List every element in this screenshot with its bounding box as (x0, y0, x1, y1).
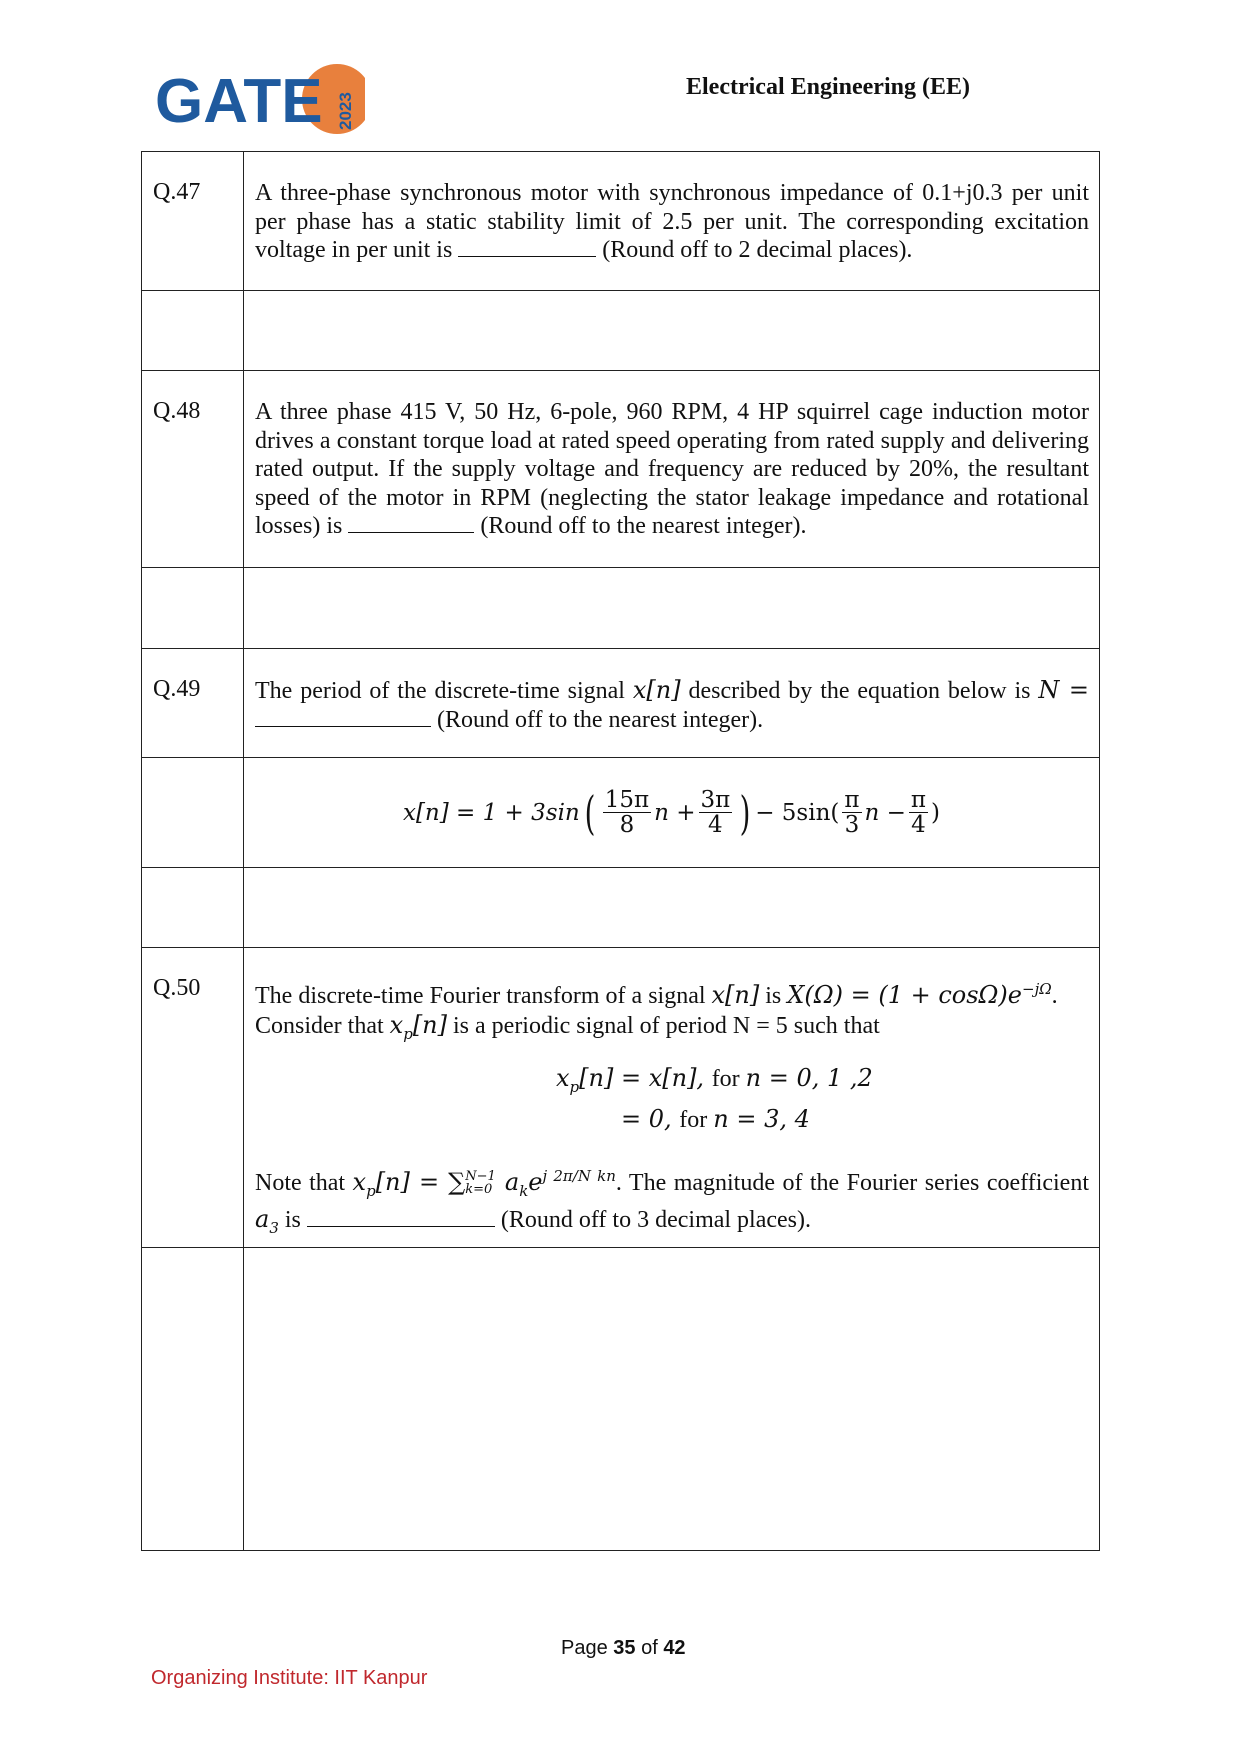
fraction: $\frac{\pi}{3}$ (844, 786, 860, 838)
question-row (142, 371, 1100, 568)
page-number: Page 35 of 42 (561, 1637, 686, 1659)
spacer-row (142, 291, 1100, 371)
organizing-institute: Organizing Institute: IIT Kanpur (151, 1667, 428, 1689)
logo-year: 2023 (336, 92, 355, 130)
question-number: Q.48 (142, 371, 244, 568)
equation-row (142, 758, 1100, 868)
question-text: The discrete-time Fourier transform of a signal x[n] is $X(\Omega) = (1 + \cos\Omega)e^{-j\Omega}$. Consider that $x_p[n]$ is a periodic signal of period N = 5 such that $x_p[n] = x[n]$, for n = 0, 1 ,2 = 0, for n = 3, 4 Note that $x_p[n]$ = ∑ N−1 k=0 $a_ke^{j 2\pi/N kn}$. The magnitude of the Fourier series coefficient $a_3$ is (Round off to 3 decimal places). (244, 948, 1100, 1248)
answer-blank (348, 512, 474, 533)
question-row (142, 152, 1100, 291)
question-text: The period of the discrete-time signal x[n] described by the equation below is N = (Round off to the nearest integer). (244, 649, 1100, 758)
fraction: $\frac{3\pi}{4}$ (700, 786, 731, 838)
subject-title: Electrical Engineering (EE) (686, 74, 970, 100)
answer-blank (458, 236, 596, 257)
spacer-row (142, 868, 1100, 948)
question-number: Q.50 (142, 948, 244, 1248)
question-table (141, 151, 1100, 1551)
spacer-row (142, 568, 1100, 649)
gate-logo (155, 60, 365, 140)
spacer-row (142, 1248, 1100, 1551)
answer-blank (255, 706, 431, 727)
piecewise-definition: $x_p[n] = x[n]$, for n = 0, 1 ,2 = 0, for n = 3, 4 (556, 1063, 873, 1133)
question-text: A three phase 415 V, 50 Hz, 6-pole, 960 RPM, 4 HP squirrel cage induction motor drives a constant torque load at rated speed operating from rated supply and delivering rated output. If the supply voltage and frequency are reduced by 20%, the resultant speed of the motor in RPM (neglecting the stator leakage impedance and rotational losses) is (Round off to the nearest integer). (244, 371, 1100, 568)
question-number: Q.49 (142, 649, 244, 758)
answer-blank (307, 1206, 495, 1227)
fraction: $\frac{\pi}{4}$ (910, 786, 927, 838)
fraction: $\frac{15\pi}{8}$ (604, 786, 650, 838)
question-number: Q.47 (142, 152, 244, 291)
logo-text: GATE (155, 67, 323, 136)
question-row (142, 649, 1100, 758)
question-text: A three-phase synchronous motor with synchronous impedance of 0.1+j0.3 per unit per phase has a static stability limit of 2.5 per unit. The corresponding excitation voltage in per unit is (Round off to 2 decimal places). (244, 152, 1100, 291)
question-row (142, 948, 1100, 1248)
signal-equation: x[n] = 1 + 3sin ( $\frac{15\pi}{8}$ n + $\frac{3\pi}{4}$ ) − 5sin( $\frac{\pi}{3}$ n − $\frac{\pi}{4}$ ) (244, 758, 1100, 868)
